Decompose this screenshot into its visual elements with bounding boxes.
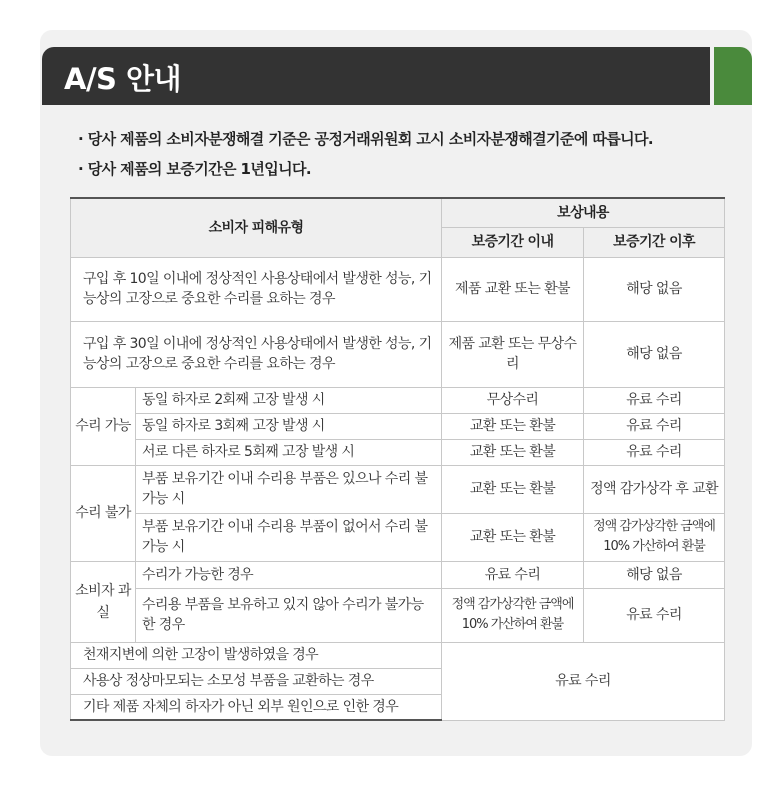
title-bar [42, 47, 710, 105]
damage-type-cell: 부품 보유기간 이내 수리용 부품이 없어서 수리 불가능 시 [136, 513, 442, 561]
after-cell: 정액 감가상각한 금액에 10% 가산하여 환불 [584, 513, 725, 561]
table-row [71, 561, 725, 588]
damage-type-cell: 수리가 가능한 경우 [136, 561, 442, 588]
within-cell: 제품 교환 또는 환불 [442, 257, 584, 321]
damage-type-cell: 수리용 부품을 보유하고 있지 않아 수리가 불가능 한 경우 [136, 588, 442, 642]
table-row [71, 321, 725, 387]
damage-type-cell: 서로 다른 하자로 5회째 고장 발생 시 [136, 439, 442, 465]
damage-type-cell: 동일 하자로 3회째 고장 발생 시 [136, 413, 442, 439]
header-after-warranty: 보증기간 이후 [584, 227, 725, 257]
header-damage-type: 소비자 피해유형 [71, 198, 442, 257]
after-cell: 유료 수리 [584, 387, 725, 413]
page-title: A/S 안내 [64, 62, 182, 96]
after-cell: 해당 없음 [584, 257, 725, 321]
after-cell: 해당 없음 [584, 321, 725, 387]
after-cell: 유료 수리 [584, 439, 725, 465]
header-within-warranty: 보증기간 이내 [442, 227, 584, 257]
category-repairable: 수리 가능 [71, 387, 136, 465]
table-row [71, 439, 725, 465]
header-compensation: 보상내용 [442, 198, 725, 227]
misc-result-cell: 유료 수리 [442, 642, 725, 720]
category-unrepairable: 수리 불가 [71, 465, 136, 561]
within-cell: 교환 또는 환불 [442, 413, 584, 439]
table-row [71, 642, 725, 668]
damage-type-cell: 천재지변에 의한 고장이 발생하였을 경우 [71, 642, 442, 668]
title-accent-block [714, 47, 752, 105]
after-cell: 해당 없음 [584, 561, 725, 588]
note-dispute-standard: · 당사 제품의 소비자분쟁해결 기준은 공정거래위원회 고시 소비자분쟁해결기준에 따릅니다. [78, 130, 653, 148]
table-row [71, 257, 725, 321]
within-cell: 제품 교환 또는 무상수리 [442, 321, 584, 387]
after-cell: 유료 수리 [584, 413, 725, 439]
damage-type-cell: 기타 제품 자체의 하자가 아닌 외부 원인으로 인한 경우 [71, 694, 442, 720]
table-row [71, 387, 725, 413]
within-cell: 유료 수리 [442, 561, 584, 588]
after-cell: 정액 감가상각 후 교환 [584, 465, 725, 513]
within-cell: 교환 또는 환불 [442, 513, 584, 561]
as-compensation-table [70, 197, 725, 721]
table-row [71, 413, 725, 439]
within-cell: 정액 감가상각한 금액에 10% 가산하여 환불 [442, 588, 584, 642]
note-warranty-period: · 당사 제품의 보증기간은 1년입니다. [78, 160, 311, 178]
category-consumer-fault: 소비자 과실 [71, 561, 136, 642]
within-cell: 교환 또는 환불 [442, 465, 584, 513]
damage-type-cell: 구입 후 30일 이내에 정상적인 사용상태에서 발생한 성능, 기능상의 고장으로 중요한 수리를 요하는 경우 [71, 321, 442, 387]
damage-type-cell: 사용상 정상마모되는 소모성 부품을 교환하는 경우 [71, 668, 442, 694]
within-cell: 무상수리 [442, 387, 584, 413]
damage-type-cell: 구입 후 10일 이내에 정상적인 사용상태에서 발생한 성능, 기능상의 고장으로 중요한 수리를 요하는 경우 [71, 257, 442, 321]
damage-type-cell: 부품 보유기간 이내 수리용 부품은 있으나 수리 불가능 시 [136, 465, 442, 513]
table-row [71, 465, 725, 513]
after-cell: 유료 수리 [584, 588, 725, 642]
table-row [71, 513, 725, 561]
within-cell: 교환 또는 환불 [442, 439, 584, 465]
table-row [71, 588, 725, 642]
damage-type-cell: 동일 하자로 2회째 고장 발생 시 [136, 387, 442, 413]
